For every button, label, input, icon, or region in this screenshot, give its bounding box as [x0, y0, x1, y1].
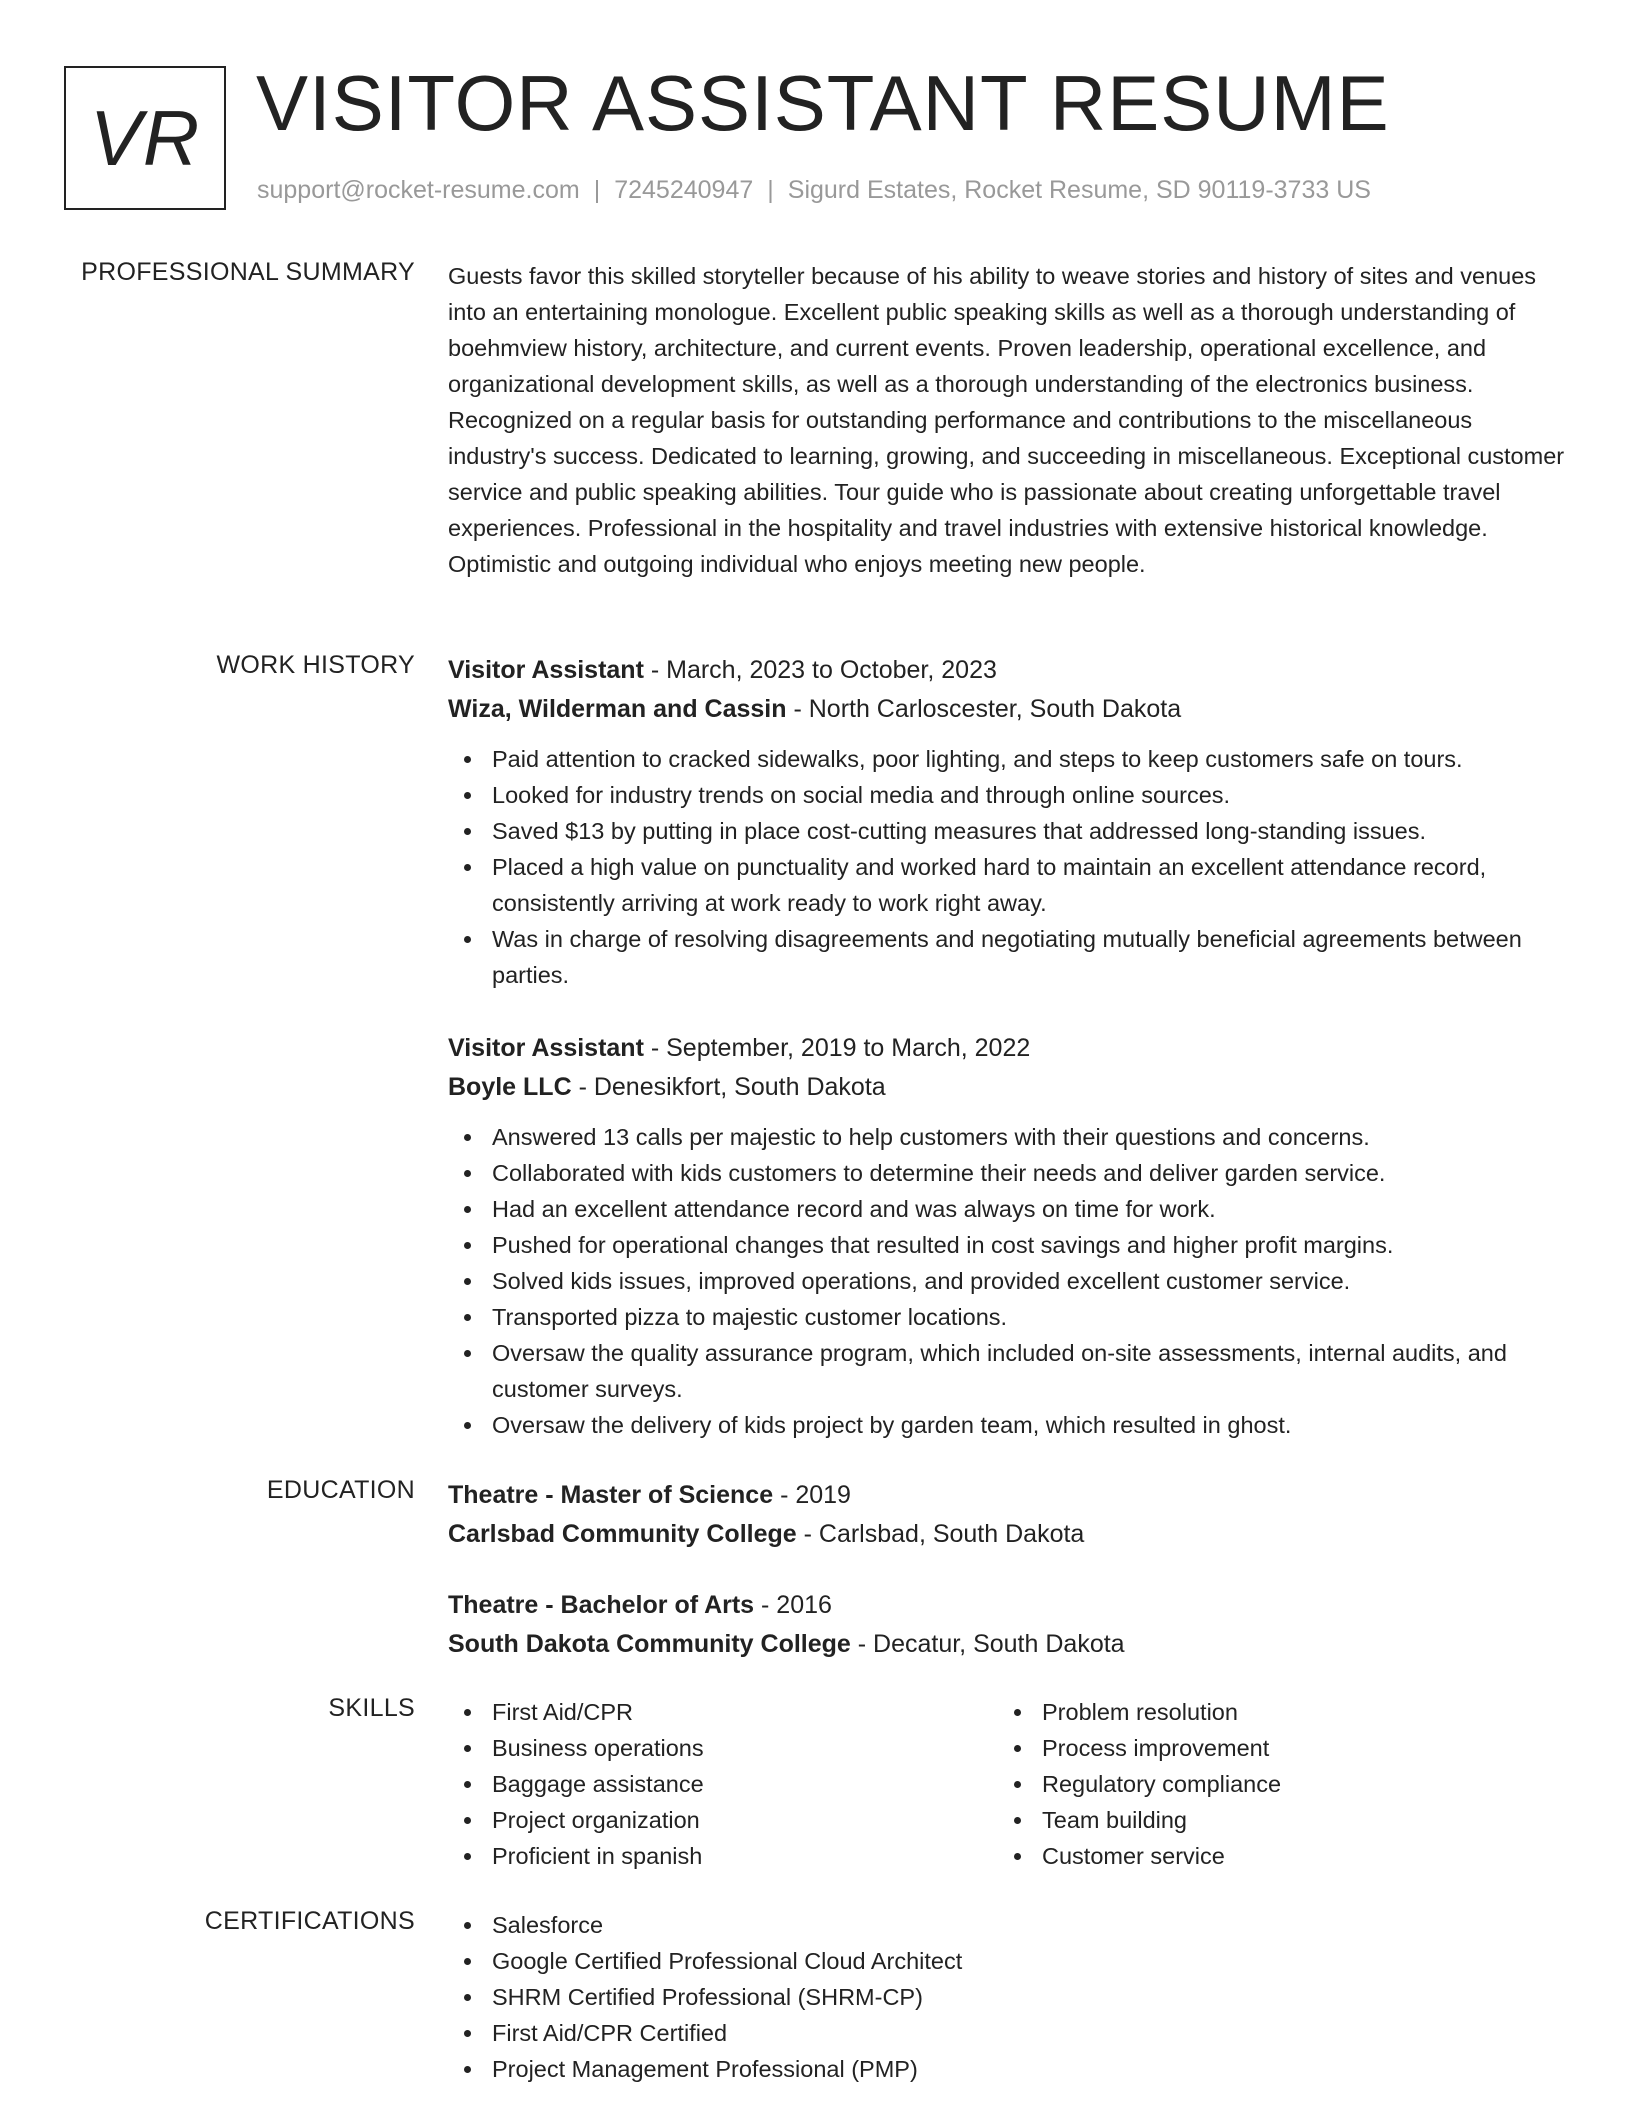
section-label-work: WORK HISTORY — [216, 651, 415, 679]
work-history-body — [448, 651, 1568, 1443]
skills-grid — [448, 1694, 1568, 1874]
school: South Dakota Community College — [448, 1630, 851, 1658]
job-bullets — [448, 741, 1568, 993]
list-item: Oversaw the delivery of kids project by garden team, which resulted in ghost. — [448, 1407, 1568, 1443]
contact-line — [257, 176, 1371, 205]
job-company: Wiza, Wilderman and Cassin — [448, 695, 787, 723]
list-item: First Aid/CPR — [448, 1694, 998, 1730]
list-item: Oversaw the quality assurance program, which included on-site assessments, internal audits, and customer surveys. — [448, 1335, 1568, 1407]
section-label-certifications: CERTIFICATIONS — [204, 1907, 415, 1935]
school-line — [448, 1625, 1568, 1664]
job-company: Boyle LLC — [448, 1073, 572, 1101]
list-item: Project organization — [448, 1802, 998, 1838]
job-title-line — [448, 1029, 1568, 1068]
job-title: Visitor Assistant — [448, 656, 644, 684]
job-location: - Denesikfort, South Dakota — [571, 1073, 886, 1101]
skills-list — [998, 1694, 1548, 1874]
section-label-summary: PROFESSIONAL SUMMARY — [81, 258, 415, 286]
list-item: Transported pizza to majestic customer locations. — [448, 1299, 1568, 1335]
job-bullets — [448, 1119, 1568, 1443]
section-label-education: EDUCATION — [266, 1476, 415, 1504]
monogram-box — [64, 66, 226, 210]
summary-body — [448, 258, 1568, 582]
job-company-line — [448, 690, 1568, 729]
contact-separator: | — [593, 176, 601, 204]
list-item: Answered 13 calls per majestic to help customers with their questions and concerns. — [448, 1119, 1568, 1155]
section-label-skills: SKILLS — [328, 1694, 415, 1722]
job-company-line — [448, 1068, 1568, 1107]
list-item: SHRM Certified Professional (SHRM-CP) — [448, 1979, 1568, 2015]
list-item: Collaborated with kids customers to determine their needs and deliver garden service. — [448, 1155, 1568, 1191]
list-item: Solved kids issues, improved operations, and provided excellent customer service. — [448, 1263, 1568, 1299]
job-title: Visitor Assistant — [448, 1034, 644, 1062]
list-item: Business operations — [448, 1730, 998, 1766]
list-item: Customer service — [998, 1838, 1548, 1874]
resume-title: VISITOR ASSISTANT RESUME — [256, 59, 1390, 147]
school-location: - Carlsbad, South Dakota — [796, 1520, 1085, 1548]
job-entry — [448, 1029, 1568, 1443]
contact-email[interactable]: support@rocket-resume.com — [257, 176, 580, 204]
degree-year: - 2019 — [773, 1481, 851, 1509]
list-item: Baggage assistance — [448, 1766, 998, 1802]
education-body — [448, 1476, 1568, 1664]
certifications-body — [448, 1907, 1568, 2087]
list-item: Pushed for operational changes that resulted in cost savings and higher profit margins. — [448, 1227, 1568, 1263]
skills-body — [448, 1694, 1568, 1874]
education-entry — [448, 1476, 1568, 1554]
list-item: Team building — [998, 1802, 1548, 1838]
summary-text: Guests favor this skilled storyteller because of his ability to weave stories and history of sites and venues into an entertaining monologue. Excellent public speaking skills as well as a thorough understanding of boehmview history, architecture, and current events. Proven leadership, operational excellence, and organizational development skills, as well as a thorough understanding of the electronics business. Recognized on a regular basis for outstanding performance and contributions to the miscellaneous industry's success. Dedicated to learning, growing, and succeeding in miscellaneous. Exceptional customer service and public speaking abilities. Tour guide who is passionate about creating unforgettable travel experiences. Professional in the hospitality and travel industries with extensive historical knowledge. Optimistic and outgoing individual who enjoys meeting new people. — [448, 263, 1565, 577]
list-item: Saved $13 by putting in place cost-cutting measures that addressed long-standing issues. — [448, 813, 1568, 849]
list-item: Placed a high value on punctuality and worked hard to maintain an excellent attendance record, consistently arriving at work ready to work right away. — [448, 849, 1568, 921]
list-item: Project Management Professional (PMP) — [448, 2051, 1568, 2087]
degree-year: - 2016 — [754, 1591, 832, 1619]
monogram-initials: VR — [89, 93, 201, 182]
degree-line — [448, 1586, 1568, 1625]
job-entry — [448, 651, 1568, 993]
contact-separator: | — [767, 176, 774, 204]
list-item: Problem resolution — [998, 1694, 1548, 1730]
list-item: Process improvement — [998, 1730, 1548, 1766]
degree: Theatre - Master of Science — [448, 1481, 774, 1509]
list-item: Paid attention to cracked sidewalks, poor lighting, and steps to keep customers safe on tours. — [448, 741, 1568, 777]
skills-column-right — [998, 1694, 1548, 1874]
degree: Theatre - Bachelor of Arts — [448, 1591, 755, 1619]
job-dates: - September, 2019 to March, 2022 — [643, 1034, 1031, 1062]
school: Carlsbad Community College — [448, 1520, 797, 1548]
list-item: Proficient in spanish — [448, 1838, 998, 1874]
job-dates: - March, 2023 to October, 2023 — [643, 656, 997, 684]
school-location: - Decatur, South Dakota — [850, 1630, 1125, 1658]
skills-column-left — [448, 1694, 998, 1874]
degree-line — [448, 1476, 1568, 1515]
certifications-list — [448, 1907, 1568, 2087]
list-item: Looked for industry trends on social media and through online sources. — [448, 777, 1568, 813]
list-item: Salesforce — [448, 1907, 1568, 1943]
list-item: Regulatory compliance — [998, 1766, 1548, 1802]
job-location: - North Carloscester, South Dakota — [786, 695, 1182, 723]
job-title-line — [448, 651, 1568, 690]
school-line — [448, 1515, 1568, 1554]
skills-list — [448, 1694, 998, 1874]
list-item: Was in charge of resolving disagreements and negotiating mutually beneficial agreements between parties. — [448, 921, 1568, 993]
contact-address: Sigurd Estates, Rocket Resume, SD 90119-3733 US — [787, 176, 1371, 204]
list-item: Had an excellent attendance record and was always on time for work. — [448, 1191, 1568, 1227]
contact-phone[interactable]: 7245240947 — [614, 176, 754, 204]
education-entry — [448, 1586, 1568, 1664]
list-item: Google Certified Professional Cloud Architect — [448, 1943, 1568, 1979]
list-item: First Aid/CPR Certified — [448, 2015, 1568, 2051]
